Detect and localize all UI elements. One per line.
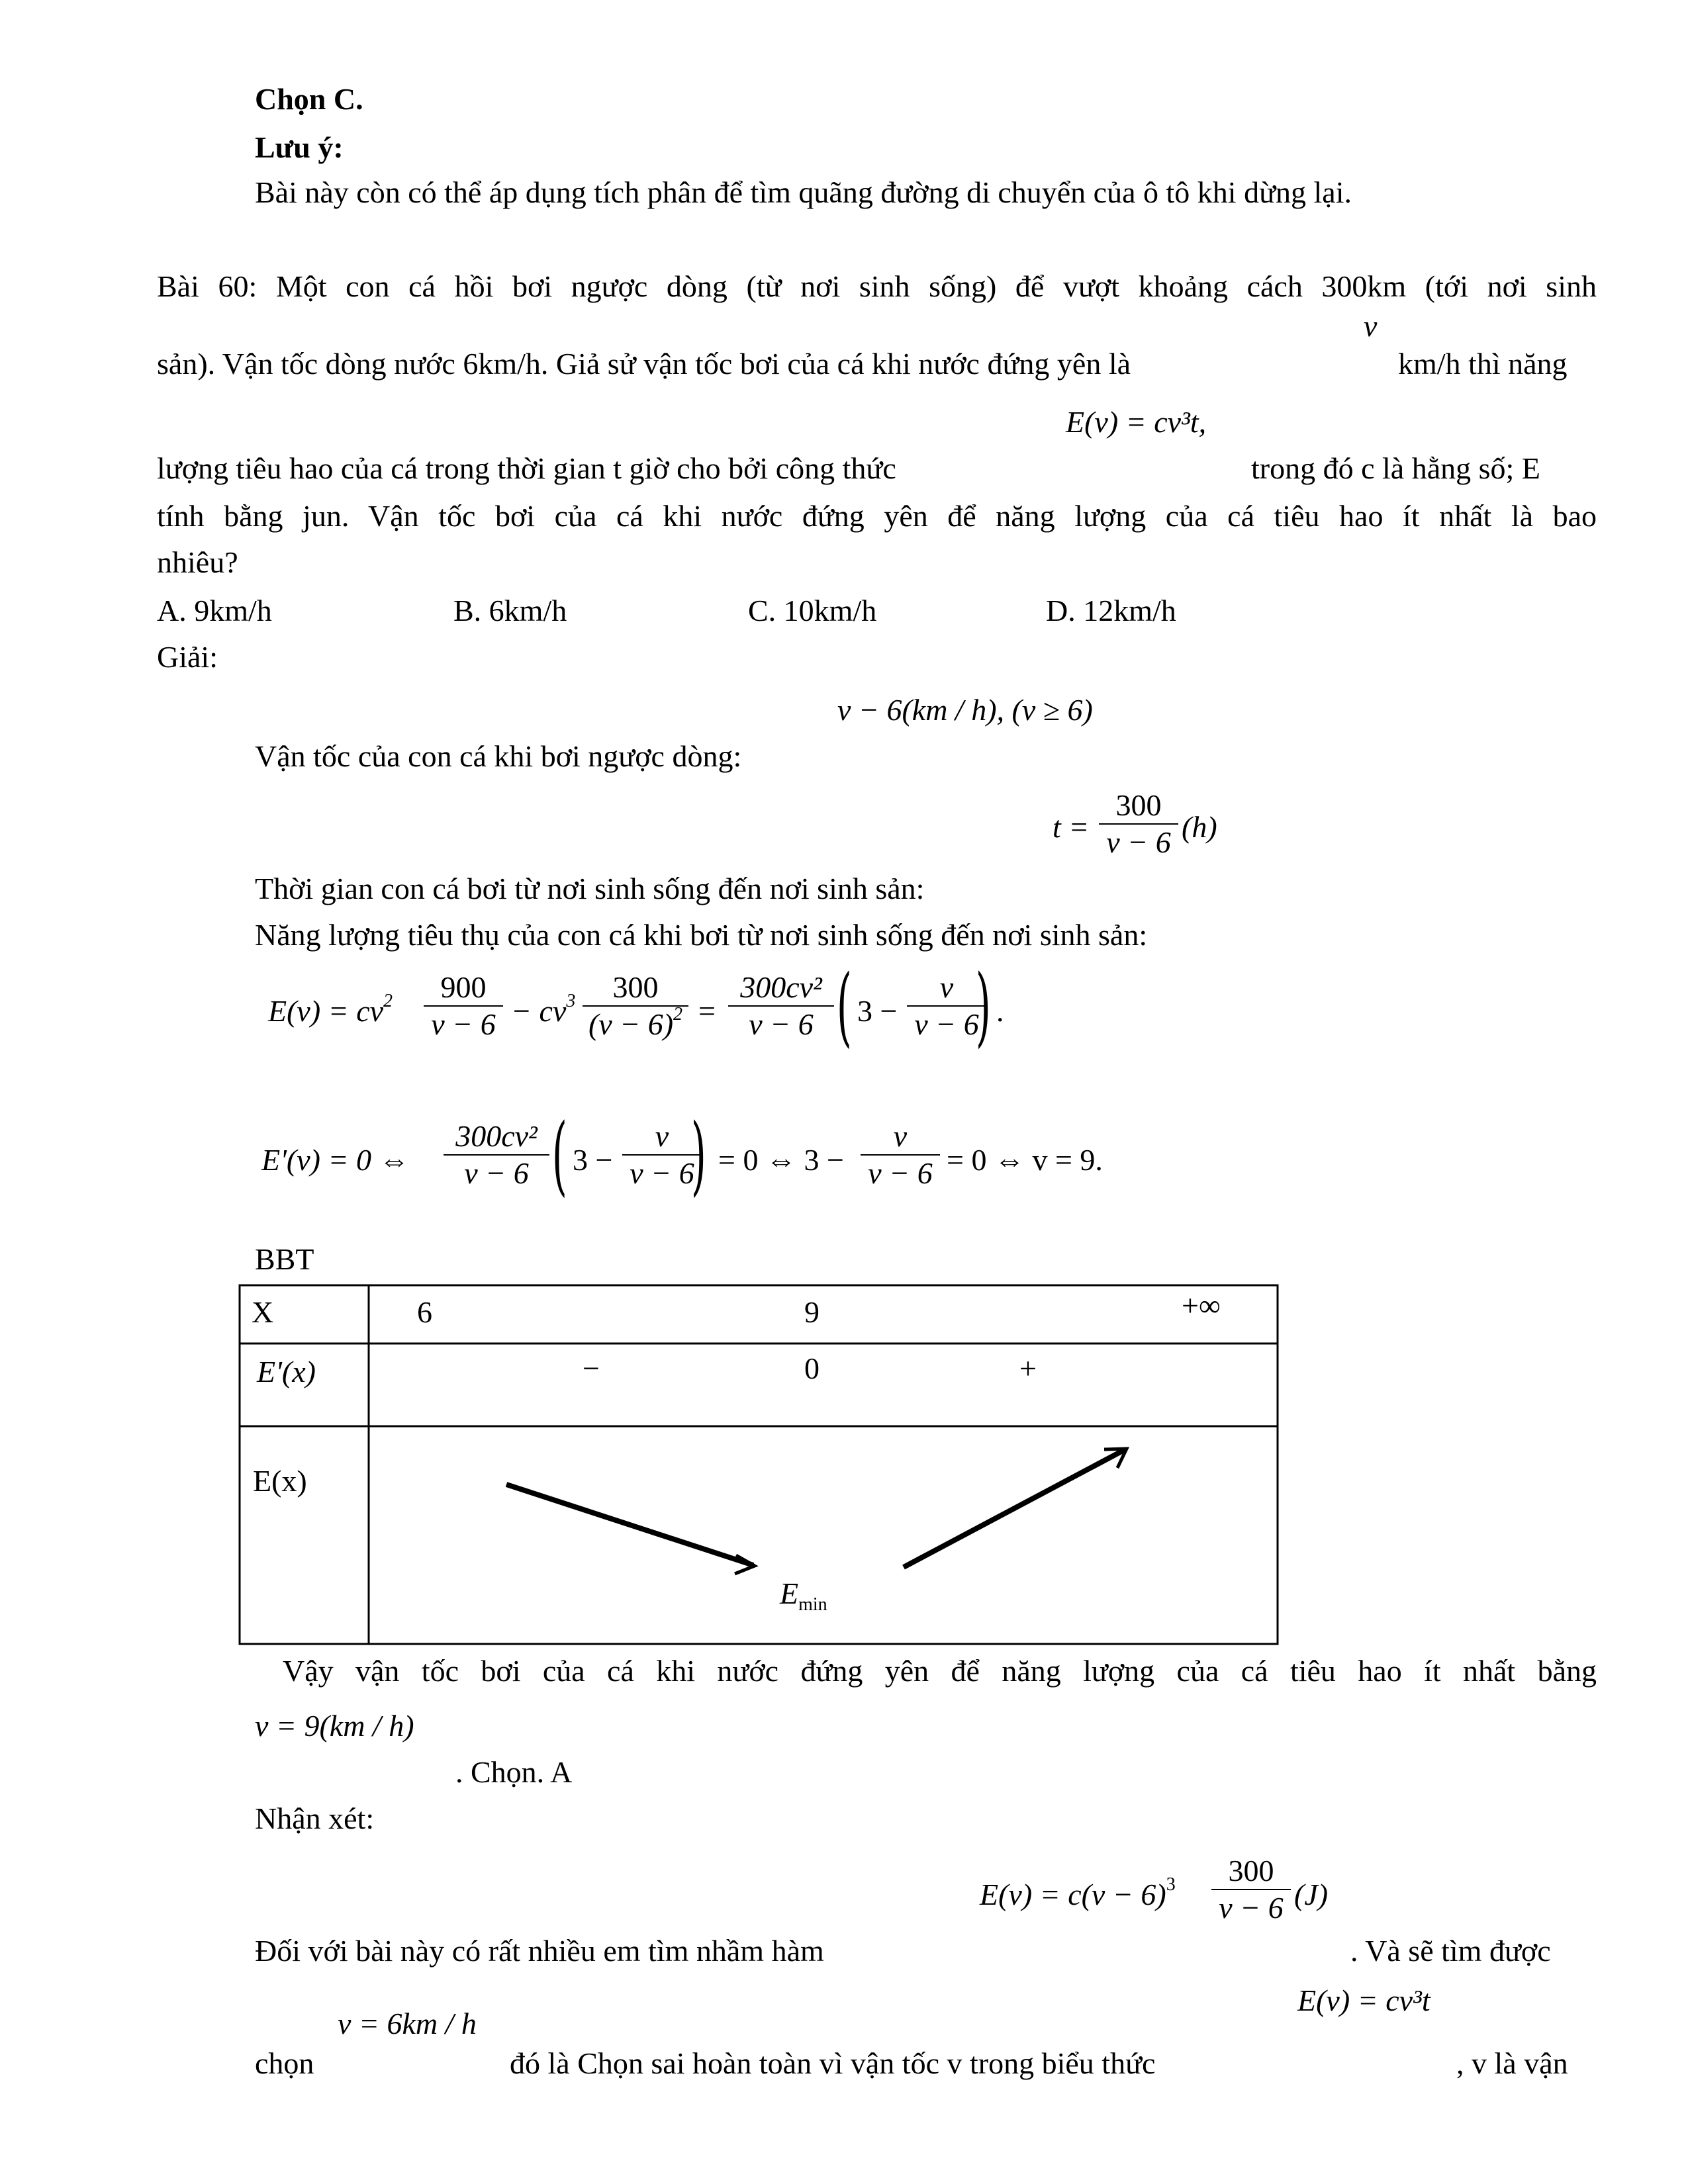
eq1-mid: − $cv^3$ [511, 991, 576, 1028]
option-b: B. 6km/h [453, 594, 567, 627]
eq2-three: 3 − [573, 1143, 613, 1177]
eq1-open-paren: ( [836, 956, 852, 1056]
time-text: Thời gian con cá bơi từ nơi sinh sống đến nơi sinh sản: [255, 872, 925, 905]
time-numerator: 300 [1115, 788, 1162, 822]
eq2-open-paren: ( [551, 1105, 567, 1205]
eq2-frac1: 300cv² v − 6 [444, 1118, 549, 1191]
option-d: D. 12km/h [1046, 594, 1176, 627]
remark-line-a: Đối với bài này có rất nhiều em tìm nhầm hàm [255, 1934, 824, 1968]
bbt-sign-minus: − [583, 1351, 600, 1385]
last-line-a: chọn [255, 2046, 314, 2080]
wrong-formula-unit: (J) [1294, 1878, 1329, 1911]
wrong-formula-fraction: 300 v − 6 [1211, 1853, 1291, 1926]
time-lhs: t = [1053, 810, 1090, 844]
eq1-frac2: 300 $(v - 6)^2$ [583, 970, 688, 1042]
eq1-three: 3 − [857, 994, 898, 1028]
bbt-sign-zero: 0 [804, 1351, 820, 1385]
wrong-formula-lhs: $E(v) = c(v - 6)^3$ [980, 1874, 1176, 1911]
eq2-mid: = 0 ⇔ 3 − [718, 1143, 844, 1177]
conclusion-v: v = 9(km / h) [255, 1709, 414, 1743]
eq1-equals: = [698, 994, 716, 1028]
decreasing-arrow [506, 1484, 753, 1565]
bbt-x-9: 9 [804, 1295, 820, 1329]
bbt-title: BBT [255, 1242, 314, 1276]
option-a: A. 9km/h [157, 594, 272, 627]
eq2-lhs: E'(v) = 0 ⇔ [261, 1143, 410, 1177]
bbt-x-6: 6 [417, 1295, 432, 1329]
energy-formula-2: E(v) = cv³t [1297, 1983, 1430, 2017]
eq1-close-paren: ) [975, 956, 991, 1056]
eq1-frac4: v v − 6 [907, 970, 986, 1042]
option-c: C. 10km/h [748, 594, 877, 627]
energy-text: Năng lượng tiêu thụ của con cá khi bơi từ nơi sinh sống đến nơi sinh sản: [255, 918, 1148, 952]
problem-line-5: nhiêu? [157, 545, 238, 579]
choose-c-line: Chọn C. [255, 82, 363, 116]
note-text: Bài này còn có thể áp dụng tích phân để tìm quãng đường di chuyển của ô tô khi dừng lại. [255, 175, 1352, 209]
time-denominator: v − 6 [1106, 825, 1171, 859]
formula-energy: E(v) = cv³t, [1066, 405, 1207, 439]
remark-label: Nhận xét: [255, 1801, 375, 1835]
eq1-frac3: 300cv² v − 6 [728, 970, 834, 1042]
solution-label: Giải: [157, 640, 218, 674]
eq2-close-paren: ) [690, 1105, 706, 1205]
problem-line-4: tính bằng jun. Vận tốc bơi của cá khi nước đứng yên để năng lượng của cá tiêu hao ít nhất là bao [157, 499, 1597, 533]
var-v: v [1364, 309, 1378, 343]
problem-line-2a: sản). Vận tốc dòng nước 6km/h. Giả sử vận tốc bơi của cá khi nước đứng yên là [157, 347, 1131, 381]
speed-formula: v − 6(km / h), (v ≥ 6) [837, 693, 1093, 727]
last-line-c: , v là vận [1456, 2046, 1568, 2080]
problem-line-3b: trong đó c là hằng số; E [1251, 451, 1540, 485]
conclusion-line-1: Vậy vận tốc bơi của cá khi nước đứng yên để năng lượng của cá tiêu hao ít nhất bằng [283, 1654, 1597, 1688]
bbt-row-x: X [252, 1295, 274, 1329]
speed-text: Vận tốc của con cá khi bơi ngược dòng: [255, 739, 742, 773]
bbt-emin: $E_{min}$ [780, 1576, 827, 1615]
time-unit: (h) [1182, 810, 1217, 844]
eq2-frac2: v v − 6 [622, 1118, 702, 1191]
conclusion-choose: . Chọn. A [455, 1755, 573, 1789]
bbt-x-infinity: +∞ [1182, 1289, 1221, 1322]
remark-line-b: . Và sẽ tìm được [1350, 1934, 1551, 1968]
problem-line-3a: lượng tiêu hao của cá trong thời gian t giờ cho bởi công thức [157, 451, 896, 485]
bbt-row-derivative: E'(x) [257, 1355, 316, 1388]
problem-line-2b: km/h thì năng [1398, 347, 1568, 381]
problem-line-1: Bài 60: Một con cá hồi bơi ngược dòng (từ nơi sinh sống) để vượt khoảng cách 300km (tới nơi sinh [157, 269, 1597, 303]
bbt-sign-plus: + [1019, 1351, 1037, 1385]
wrong-velocity: v = 6km / h [338, 2007, 477, 2040]
eq1-lhs: $E(v) = cv^2$ [268, 991, 393, 1028]
increasing-arrow [904, 1449, 1125, 1567]
last-line-b: đó là Chọn sai hoàn toàn vì vận tốc v trong biểu thức [510, 2046, 1156, 2080]
eq1-frac1: 900 v − 6 [424, 970, 503, 1042]
table-border [240, 1285, 1278, 1644]
note-label: Lưu ý: [255, 130, 344, 164]
bbt-row-function: E(x) [253, 1464, 307, 1498]
eq1-end: . [996, 994, 1004, 1028]
eq2-end: = 0 ⇔ v = 9. [947, 1143, 1103, 1177]
eq2-frac3: v v − 6 [861, 1118, 940, 1191]
